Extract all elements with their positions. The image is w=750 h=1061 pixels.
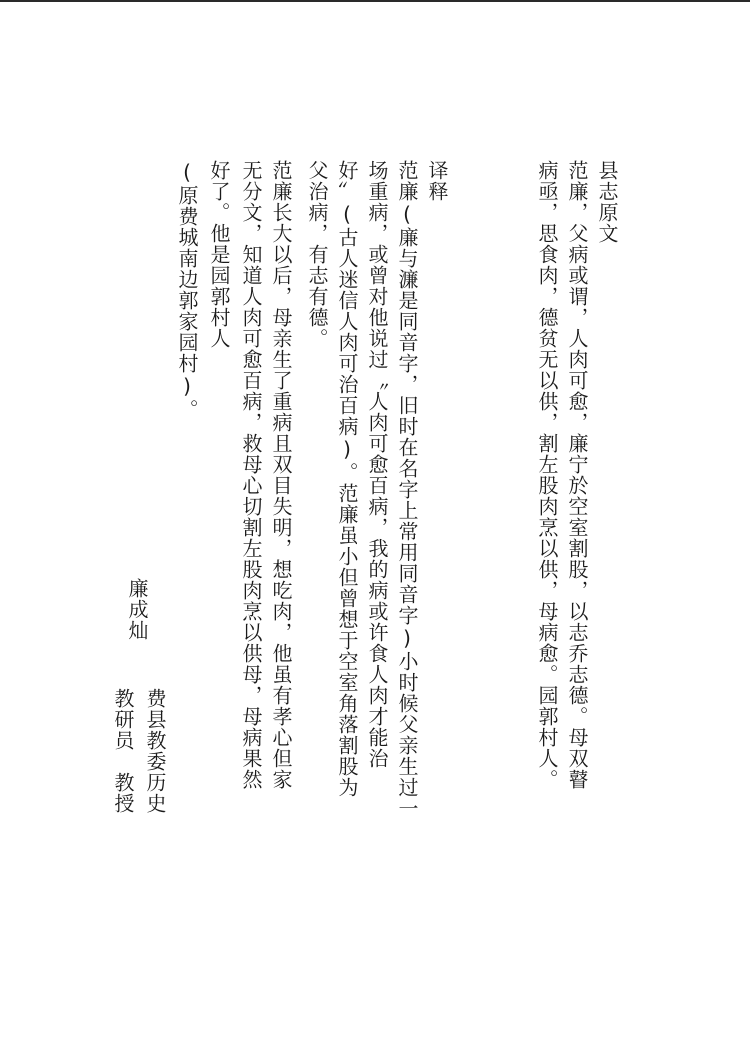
author-name: 廉成灿 bbox=[125, 578, 149, 641]
translation-line-1: 范廉(廉与濂是同音字，旧时在名字上常用同音字)小时候父亲生过一 bbox=[395, 160, 419, 819]
translation-line-8: (原费城南边郭家园村)。 bbox=[175, 160, 199, 420]
translation-line-6: 无分文，知道人肉可愈百病，救母心切割左股肉烹以供母，母病果然 bbox=[239, 160, 263, 790]
original-line-2: 病亟，思食肉，德贫无以供，割左股肉烹以供，母病愈。园郭村人。 bbox=[535, 160, 559, 790]
author-position: 教研员 教授 bbox=[111, 688, 135, 814]
translation-line-3: 好〞(古人迷信人肉可治百病)。范廉虽小但曾想于空室角落割股为 bbox=[335, 160, 359, 798]
translation-line-2: 场重病，或曾对他说过〝人肉可愈百病，我的病或许食人肉才能治 bbox=[365, 160, 389, 769]
original-line-1: 范廉，父病或谓，人肉可愈，廉宁於空室割股，以志乔志德。母双瞽 bbox=[565, 160, 589, 790]
translation-heading: 译释 bbox=[425, 160, 449, 202]
translation-line-4: 父治病，有志有德。 bbox=[305, 160, 329, 349]
top-border-line bbox=[0, 0, 750, 2]
translation-line-7: 好了。他是园郭村人 bbox=[207, 160, 231, 349]
original-heading: 县志原文 bbox=[595, 160, 619, 244]
author-affiliation: 费县教委历史 bbox=[143, 688, 167, 814]
translation-line-5: 范廉长大以后，母亲生了重病且双目失明，想吃肉，他虽有孝心但家 bbox=[269, 160, 293, 790]
